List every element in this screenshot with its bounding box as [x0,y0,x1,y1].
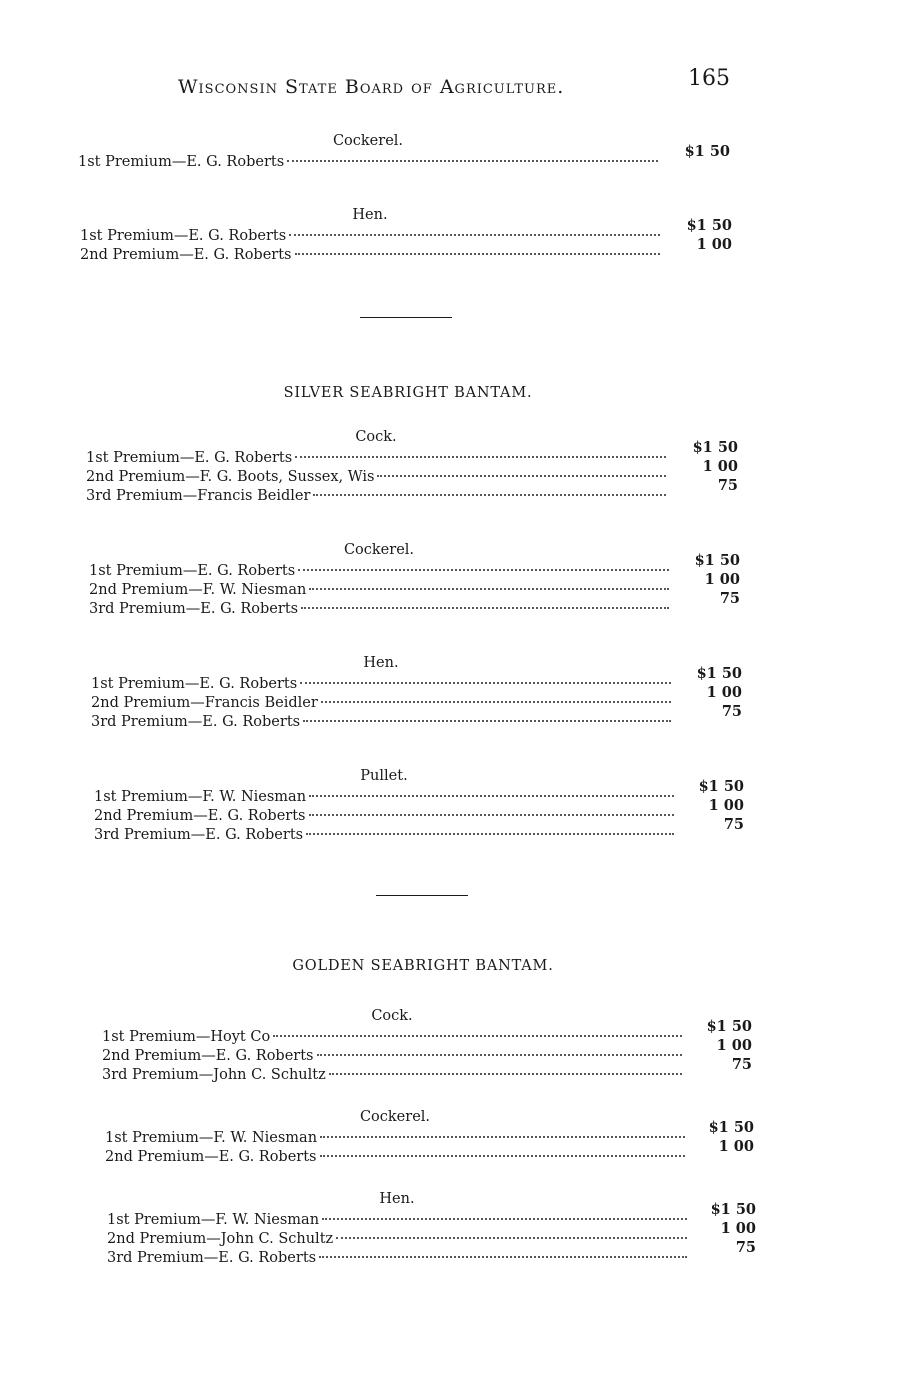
premium-label: 1st Premium—E. G. Roberts [80,228,287,244]
dot-leader [336,1236,687,1239]
premium-entry [105,1130,685,1150]
dot-leader [321,700,671,703]
premium-label: 1st Premium—F. W. Niesman [107,1212,320,1228]
prize-amount: $1 50 [696,665,742,682]
premium-entry [102,1067,682,1087]
premium-label: 1st Premium—Hoyt Co [102,1029,271,1045]
prize-amount: 1 00 [706,684,742,701]
prize-amount: 1 00 [704,571,740,588]
premium-entry [86,488,666,508]
premium-label: 2nd Premium—John C. Schultz [107,1231,334,1247]
prize-amount: 75 [731,1056,752,1073]
premium-entry [80,247,660,267]
premium-entry [94,789,674,809]
dot-leader [309,587,669,590]
premium-label: 3rd Premium—E. G. Roberts [107,1250,317,1266]
dot-leader [313,493,666,496]
prize-amount: $1 50 [698,778,744,795]
premium-label: 3rd Premium—E. G. Roberts [89,601,299,617]
premium-entry [86,450,666,470]
premium-label: 3rd Premium—John C. Schultz [102,1067,326,1083]
class-subheading: Hen. [352,207,388,223]
premium-entry [91,714,671,734]
dot-leader [319,1255,687,1258]
premium-entry [94,827,674,847]
prize-amount: 1 00 [702,458,738,475]
dot-leader [301,606,669,609]
premium-entry [89,582,669,602]
dot-leader [322,1217,687,1220]
dot-leader [298,568,669,571]
premium-label: 1st Premium—E. G. Roberts [78,154,285,170]
prize-amount: $1 50 [710,1201,756,1218]
premium-label: 2nd Premium—E. G. Roberts [80,247,292,263]
prize-amount: 1 00 [708,797,744,814]
premium-label: 2nd Premium—E. G. Roberts [94,808,306,824]
page-number: 165 [688,66,730,91]
premium-entry [107,1250,687,1270]
prize-amount: $1 50 [694,552,740,569]
premium-label: 3rd Premium—Francis Beidler [86,488,311,504]
prize-amount: 75 [721,703,742,720]
premium-entry [80,228,660,248]
dot-leader [303,719,671,722]
dot-leader [295,252,661,255]
premium-entry [89,563,669,583]
dot-leader [309,794,674,797]
dot-leader [377,474,666,477]
premium-label: 2nd Premium—F. W. Niesman [89,582,307,598]
class-subheading: Cockerel. [359,1109,431,1125]
prize-amount: 75 [723,816,744,833]
premium-entry [107,1231,687,1251]
prize-amount: $1 50 [692,439,738,456]
prize-amount: 1 00 [720,1220,756,1237]
prize-amount: 75 [717,477,738,494]
dot-leader [306,832,674,835]
dot-leader [317,1053,683,1056]
prize-amount: 1 00 [696,236,732,253]
class-subheading: Cock. [355,429,397,445]
premium-label: 2nd Premium—Francis Beidler [91,695,318,711]
prize-amount: $1 50 [708,1119,754,1136]
premium-label: 1st Premium—F. W. Niesman [94,789,307,805]
prize-amount: 75 [735,1239,756,1256]
dot-leader [320,1154,686,1157]
premium-entry [91,676,671,696]
dot-leader [329,1072,682,1075]
premium-label: 2nd Premium—E. G. Roberts [105,1149,317,1165]
class-subheading: Cock. [371,1008,413,1024]
dot-leader [309,813,675,816]
premium-entry [91,695,671,715]
class-subheading: Cockerel. [332,133,404,149]
dot-leader [287,159,658,162]
class-subheading: Hen. [379,1191,415,1207]
premium-label: 1st Premium—E. G. Roberts [91,676,298,692]
prize-amount: 75 [719,590,740,607]
premium-label: 1st Premium—E. G. Roberts [89,563,296,579]
premium-entry [102,1048,682,1068]
premium-entry [105,1149,685,1169]
dot-leader [273,1034,682,1037]
premium-label: 2nd Premium—F. G. Boots, Sussex, Wis [86,469,375,485]
prize-amount: $1 50 [706,1018,752,1035]
dot-leader [289,233,660,236]
premium-entry [94,808,674,828]
dot-leader [320,1135,685,1138]
page-header-title: Wisconsin State Board of Agriculture. [178,76,565,98]
section-divider [376,895,468,896]
premium-label: 1st Premium—F. W. Niesman [105,1130,318,1146]
prize-amount: 1 00 [718,1138,754,1155]
premium-label: 3rd Premium—E. G. Roberts [91,714,301,730]
dot-leader [295,455,666,458]
class-subheading: Hen. [363,655,399,671]
premium-entry [78,154,658,174]
section-heading: SILVER SEABRIGHT BANTAM. [283,385,533,401]
prize-amount: $1 50 [684,143,730,160]
class-subheading: Pullet. [360,768,408,784]
class-subheading: Cockerel. [343,542,415,558]
premium-label: 1st Premium—E. G. Roberts [86,450,293,466]
premium-entry [89,601,669,621]
prize-amount: $1 50 [686,217,732,234]
premium-entry [107,1212,687,1232]
premium-label: 2nd Premium—E. G. Roberts [102,1048,314,1064]
dot-leader [300,681,671,684]
premium-entry [86,469,666,489]
premium-label: 3rd Premium—E. G. Roberts [94,827,304,843]
premium-entry [102,1029,682,1049]
section-divider [360,317,452,318]
section-heading: GOLDEN SEABRIGHT BANTAM. [292,958,554,974]
prize-amount: 1 00 [716,1037,752,1054]
